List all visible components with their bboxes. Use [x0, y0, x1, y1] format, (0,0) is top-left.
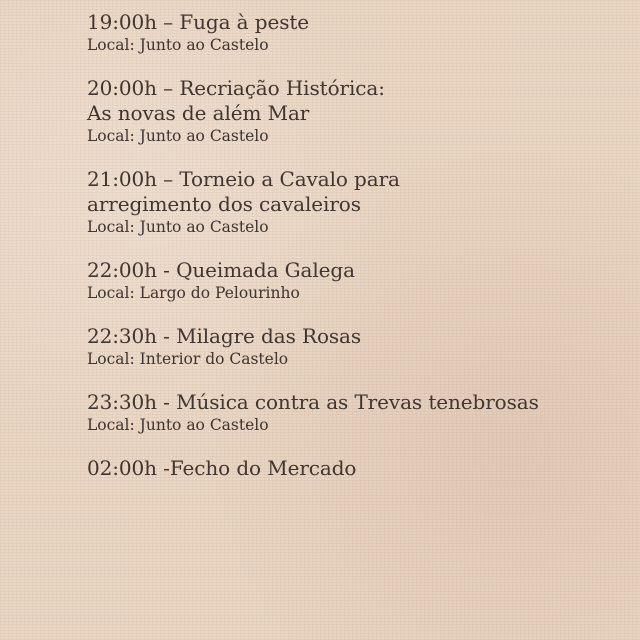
- event-item: [87, 76, 627, 146]
- event-item: [87, 167, 627, 237]
- event-title: 22:30h - Milagre das Rosas: [87, 324, 362, 348]
- event-title: 19:00h – Fuga à peste: [87, 10, 310, 34]
- event-title: 02:00h -Fecho do Mercado: [87, 456, 357, 480]
- event-title: 23:30h - Música contra as Trevas tenebrosas: [87, 390, 539, 414]
- event-location: Local: Junto ao Castelo: [87, 127, 269, 145]
- event-title: 20:00h – Recriação Histórica: As novas de além Mar: [87, 76, 385, 125]
- event-item: [87, 10, 627, 55]
- event-schedule: [87, 10, 627, 502]
- event-location: Local: Junto ao Castelo: [87, 218, 269, 236]
- event-item: [87, 258, 627, 303]
- event-location: Local: Largo do Pelourinho: [87, 284, 300, 302]
- event-item: [87, 324, 627, 369]
- event-location: Local: Interior do Castelo: [87, 350, 289, 368]
- event-location: Local: Junto ao Castelo: [87, 36, 269, 54]
- event-title: 22:00h - Queimada Galega: [87, 258, 355, 282]
- event-title: 21:00h – Torneio a Cavalo para arregimento dos cavaleiros: [87, 167, 400, 216]
- event-location: Local: Junto ao Castelo: [87, 416, 269, 434]
- event-item: [87, 456, 627, 481]
- event-item: [87, 390, 627, 435]
